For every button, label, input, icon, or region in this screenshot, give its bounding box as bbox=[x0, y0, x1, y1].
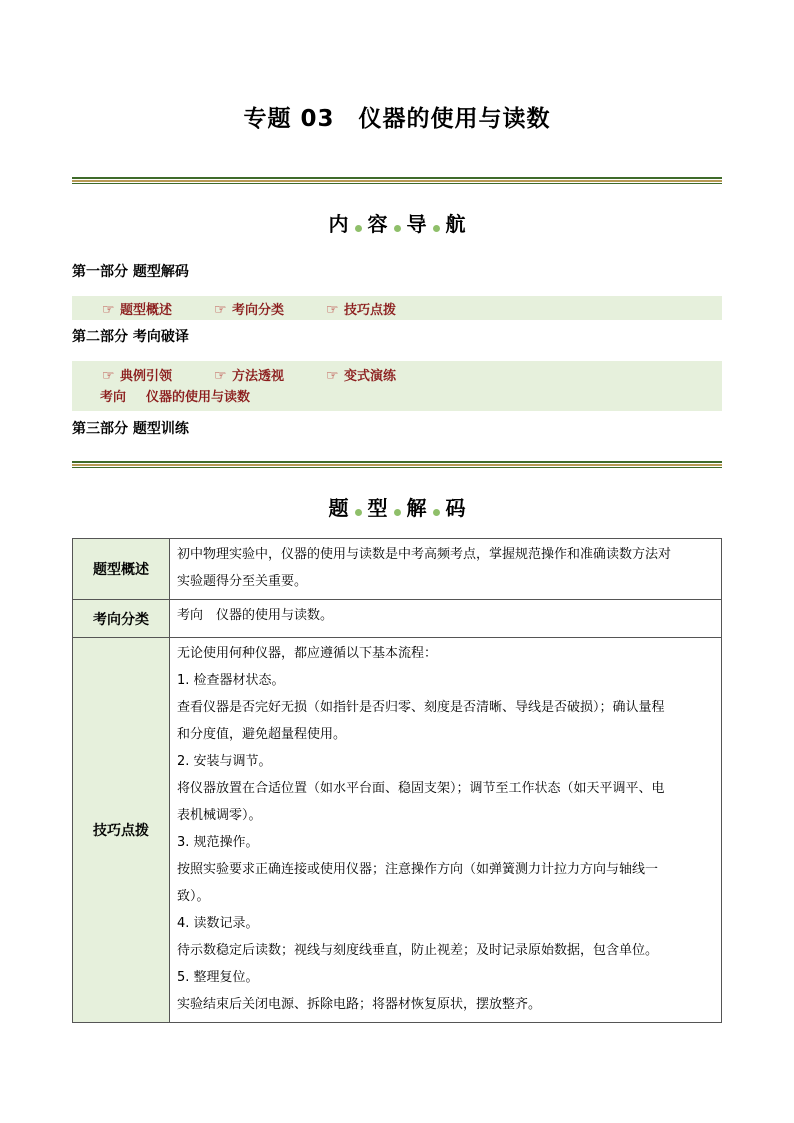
nav-link-methods[interactable] bbox=[214, 365, 284, 384]
heading-char: 航 bbox=[445, 212, 466, 236]
pointing-hand-icon: ☞ bbox=[214, 302, 227, 318]
content-line: 4. 读数记录。 bbox=[177, 916, 259, 931]
content-line: 初中物理实验中，仪器的使用与读数是中考高频考点，掌握规范操作和准确读数方法对 bbox=[177, 547, 672, 562]
nav-link-classification[interactable] bbox=[214, 299, 284, 318]
content-line: 考向 仪器的使用与读数。 bbox=[177, 608, 334, 623]
content-line: 5. 整理复位。 bbox=[177, 970, 259, 985]
row-content bbox=[170, 600, 722, 638]
heading-char: 容 bbox=[367, 212, 388, 236]
divider bbox=[72, 177, 722, 184]
content-line: 表机械调零）。 bbox=[177, 808, 262, 823]
content-line: 按照实验要求正确连接或使用仪器；注意操作方向（如弹簧测力计拉力方向与轴线一 bbox=[177, 862, 659, 877]
topic-prefix: 考向 bbox=[100, 390, 127, 405]
heading-char: 题 bbox=[328, 496, 349, 520]
dot-icon bbox=[433, 225, 440, 232]
nav-link-label: 典例引领 bbox=[120, 369, 173, 384]
pointing-hand-icon: ☞ bbox=[102, 368, 115, 384]
content-line: 查看仪器是否完好无损（如指针是否归零、刻度是否清晰、导线是否破损）；确认量程 bbox=[177, 700, 665, 715]
section-heading bbox=[0, 492, 794, 521]
nav-link-label: 考向分类 bbox=[232, 303, 285, 318]
dot-icon bbox=[394, 509, 401, 516]
row-content bbox=[170, 539, 722, 600]
nav-band-1 bbox=[72, 296, 722, 320]
content-line: 实验结束后关闭电源、拆除电路；将器材恢复原状，摆放整齐。 bbox=[177, 997, 542, 1012]
nav-link-overview[interactable] bbox=[102, 299, 172, 318]
heading-char: 导 bbox=[406, 212, 427, 236]
pointing-hand-icon: ☞ bbox=[214, 368, 227, 384]
content-line: 将仪器放置在合适位置（如水平台面、稳固支架）；调节至工作状态（如天平调平、电 bbox=[177, 781, 665, 796]
nav-link-label: 技巧点拨 bbox=[344, 303, 397, 318]
part-heading-2: 第二部分 考向破译 bbox=[72, 329, 189, 345]
topic-text: 仪器的使用与读数 bbox=[146, 390, 251, 405]
nav-link-examples[interactable] bbox=[102, 365, 172, 384]
pointing-hand-icon: ☞ bbox=[326, 368, 339, 384]
dot-icon bbox=[355, 509, 362, 516]
nav-band-2 bbox=[72, 361, 722, 411]
nav-link-topic[interactable] bbox=[100, 386, 250, 405]
dot-icon bbox=[433, 509, 440, 516]
heading-char: 内 bbox=[328, 212, 349, 236]
nav-heading bbox=[0, 208, 794, 237]
content-line: 1. 检查器材状态。 bbox=[177, 673, 285, 688]
nav-link-label: 题型概述 bbox=[120, 303, 173, 318]
content-line: 3. 规范操作。 bbox=[177, 835, 259, 850]
row-label: 题型概述 bbox=[73, 539, 170, 600]
nav-link-tips[interactable] bbox=[326, 299, 396, 318]
heading-char: 型 bbox=[367, 496, 388, 520]
nav-link-label: 变式演练 bbox=[344, 369, 397, 384]
dot-icon bbox=[394, 225, 401, 232]
content-line: 待示数稳定后读数；视线与刻度线垂直，防止视差；及时记录原始数据，包含单位。 bbox=[177, 943, 659, 958]
dot-icon bbox=[355, 225, 362, 232]
heading-char: 解 bbox=[406, 496, 427, 520]
content-line: 和分度值，避免超量程使用。 bbox=[177, 727, 347, 742]
table-row bbox=[73, 638, 722, 1023]
part-heading-1: 第一部分 题型解码 bbox=[72, 264, 189, 280]
row-label: 考向分类 bbox=[73, 600, 170, 638]
table-row bbox=[73, 539, 722, 600]
row-content bbox=[170, 638, 722, 1023]
content-line: 实验题得分至关重要。 bbox=[177, 574, 308, 589]
nav-link-label: 方法透视 bbox=[232, 369, 285, 384]
pointing-hand-icon: ☞ bbox=[326, 302, 339, 318]
content-line: 无论使用何种仪器，都应遵循以下基本流程： bbox=[177, 646, 438, 661]
heading-char: 码 bbox=[445, 496, 466, 520]
divider bbox=[72, 461, 722, 468]
row-label: 技巧点拨 bbox=[73, 638, 170, 1023]
pointing-hand-icon: ☞ bbox=[102, 302, 115, 318]
nav-link-practice[interactable] bbox=[326, 365, 396, 384]
part-heading-3: 第三部分 题型训练 bbox=[72, 421, 189, 437]
summary-table bbox=[72, 538, 722, 1023]
content-line: 2. 安装与调节。 bbox=[177, 754, 272, 769]
content-line: 致）。 bbox=[177, 889, 210, 904]
page-title: 专题 03 仪器的使用与读数 bbox=[243, 106, 551, 132]
table-row bbox=[73, 600, 722, 638]
